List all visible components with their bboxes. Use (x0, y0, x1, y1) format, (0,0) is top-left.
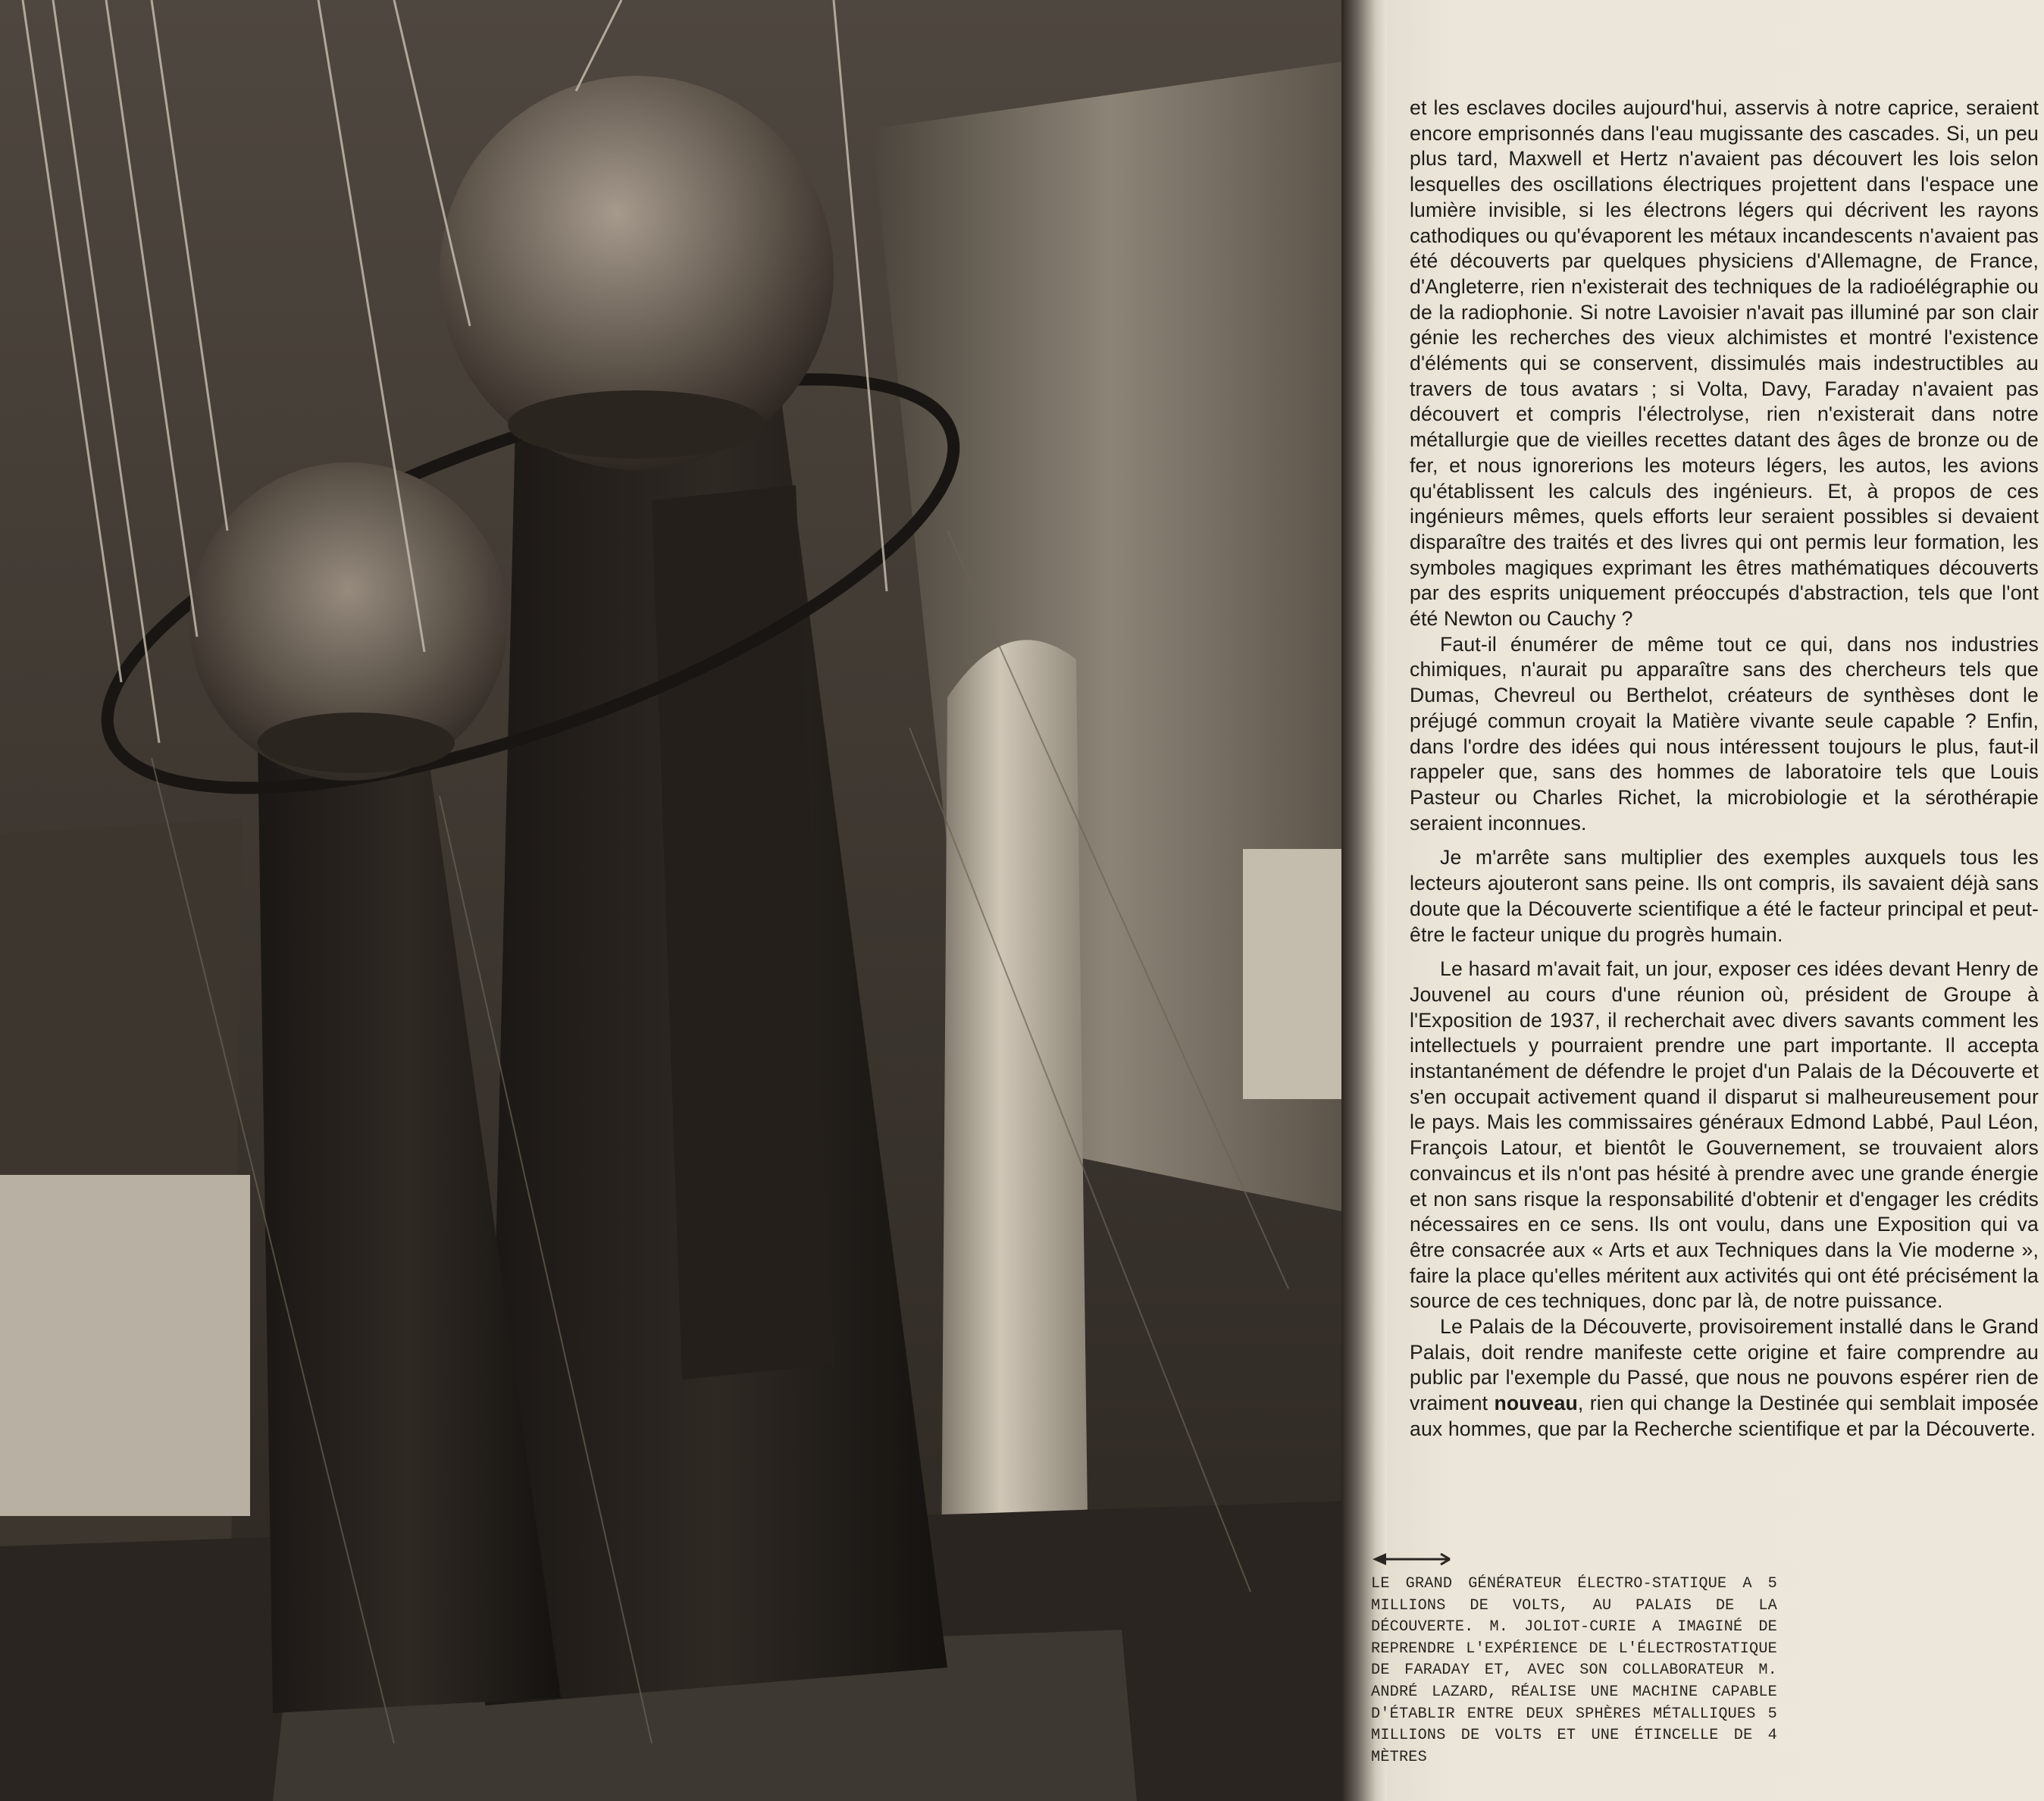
paragraph: Le hasard m'avait fait, un jour, exposer ces idées devant Henry de Jouvenel au cours d'une réunion où, président de Groupe à l'Exposition de 1937, il recherchait avec divers savants comment les intellectuels y pourraient prendre une part importante. Il accepta instantanément de défendre le projet d'un Palais de la Découverte et s'en occupait activement quand il disparut si malheureusement pour le pays. Mais les commissaires généraux Edmond Labbé, Paul Léon, François Latour, et bientôt le Gouvernement, se trouvaient alors convaincus et ils n'ont pas hésité à prendre avec une grande énergie et non sans risque la responsabilité d'obtenir et d'engager les crédits nécessaires en ce sens. Ils ont voulu, dans une Exposition qui va être consacrée aux « Arts et aux Techniques dans la Vie moderne », faire la place qu'elles méritent aux activités qui ont été précisément la source de ces techniques, donc par là, de notre puissance. (1410, 957, 2039, 1313)
bold-word: nouveau (1494, 1392, 1578, 1415)
paragraph (1410, 1314, 2039, 1442)
paragraph: et les esclaves dociles aujourd'hui, asservis à notre caprice, seraient encore emprisonnés dans l'eau mugissante des cascades. Si, un peu plus tard, Maxwell et Hertz n'avaient pas découvert les lois selon lesquelles des oscillations électriques projettent dans l'espace une lumière invisible, si les électrons légers qui décrivent les rayons cathodiques ou qu'évaporent les métaux incandescents n'avaient pas été découverts par quelques physiciens d'Allemagne, de France, d'Angleterre, rien n'existerait des techniques de la radioélégraphie ou de la radiophonie. Si notre Lavoisier n'avait pas illuminé par son clair génie les recherches des vieux alchimistes et montré l'existence d'éléments qui se conservent, dissimulés mais indestructibles au travers de tous avatars ; si Volta, Davy, Faraday n'avaient pas découvert et compris l'électrolyse, rien n'existerait dans notre métallurgie que de vieilles recettes datant des âges de bronze ou de fer, et nous ignorerions les moteurs légers, les autos, les avions qu'établissent les calculs des ingénieurs. Et, à propos de ces ingénieurs mêmes, quels efforts leur seraient possibles si devaient disparaître des traités et des livres qui ont permis leur formation, les symboles magiques exprimant les êtres mathématiques découverts par des esprits uniquement préoccupés d'abstraction, tels que l'ont été Newton ou Cauchy ? (1410, 96, 2039, 631)
article-body (1410, 96, 2039, 1442)
photo-caption (1371, 1551, 1777, 1768)
page-gutter (1341, 0, 1387, 1801)
left-arrow-icon (1371, 1551, 1454, 1568)
caption-text: LE GRAND GÉNÉRATEUR ÉLECTRO-STATIQUE A 5 MILLIONS DE VOLTS, AU PALAIS DE LA DÉCOUVERTE. M. JOLIOT-CURIE A IMAGINÉ DE REPRENDRE L'EXPÉRIENCE DE L'ÉLECTROSTATIQUE DE FARADAY ET, AVEC SON COLLABORATEUR M. ANDRÉ LAZARD, RÉALISE UNE MACHINE CAPABLE D'ÉTABLIR ENTRE DEUX SPHÈRES MÉTALLIQUES 5 MILLIONS DE VOLTS ET UNE ÉTINCELLE DE 4 MÈTRES (1371, 1575, 1777, 1766)
paragraph: Je m'arrête sans multiplier des exemples auxquels tous les lecteurs ajouteront sans peine. Ils ont compris, ils savaient déjà sans doute que la Découverte scientifique a été le facteur principal et peut-être le facteur unique du progrès humain. (1410, 846, 2039, 946)
text-run: , rien qui change la Destinée qui semblait imposée aux hommes, que par la Recherche scientifique et par la Découverte. (1410, 1392, 2039, 1440)
text-run: Le Palais de la Découverte, provisoirement installé dans le Grand Palais, doit rendre manifeste cette origine et faire comprendre au public par l'exemple du Passé, que nous ne pouvons espérer rien de vraiment (1410, 1315, 2039, 1415)
paragraph: Faut-il énumérer de même tout ce qui, dans nos industries chimiques, n'aurait pu apparaître sans des chercheurs tels que Dumas, Chevreul ou Berthelot, créateurs de synthèses dont le préjugé commun croyait la Matière vivante seule capable ? Enfin, dans l'ordre des idées qui nous intéressent toujours le plus, faut-il rappeler que, sans des hommes de laboratoire tels que Louis Pasteur ou Charles Richet, la microbiologie et la sérothérapie seraient inconnues. (1410, 632, 2039, 835)
